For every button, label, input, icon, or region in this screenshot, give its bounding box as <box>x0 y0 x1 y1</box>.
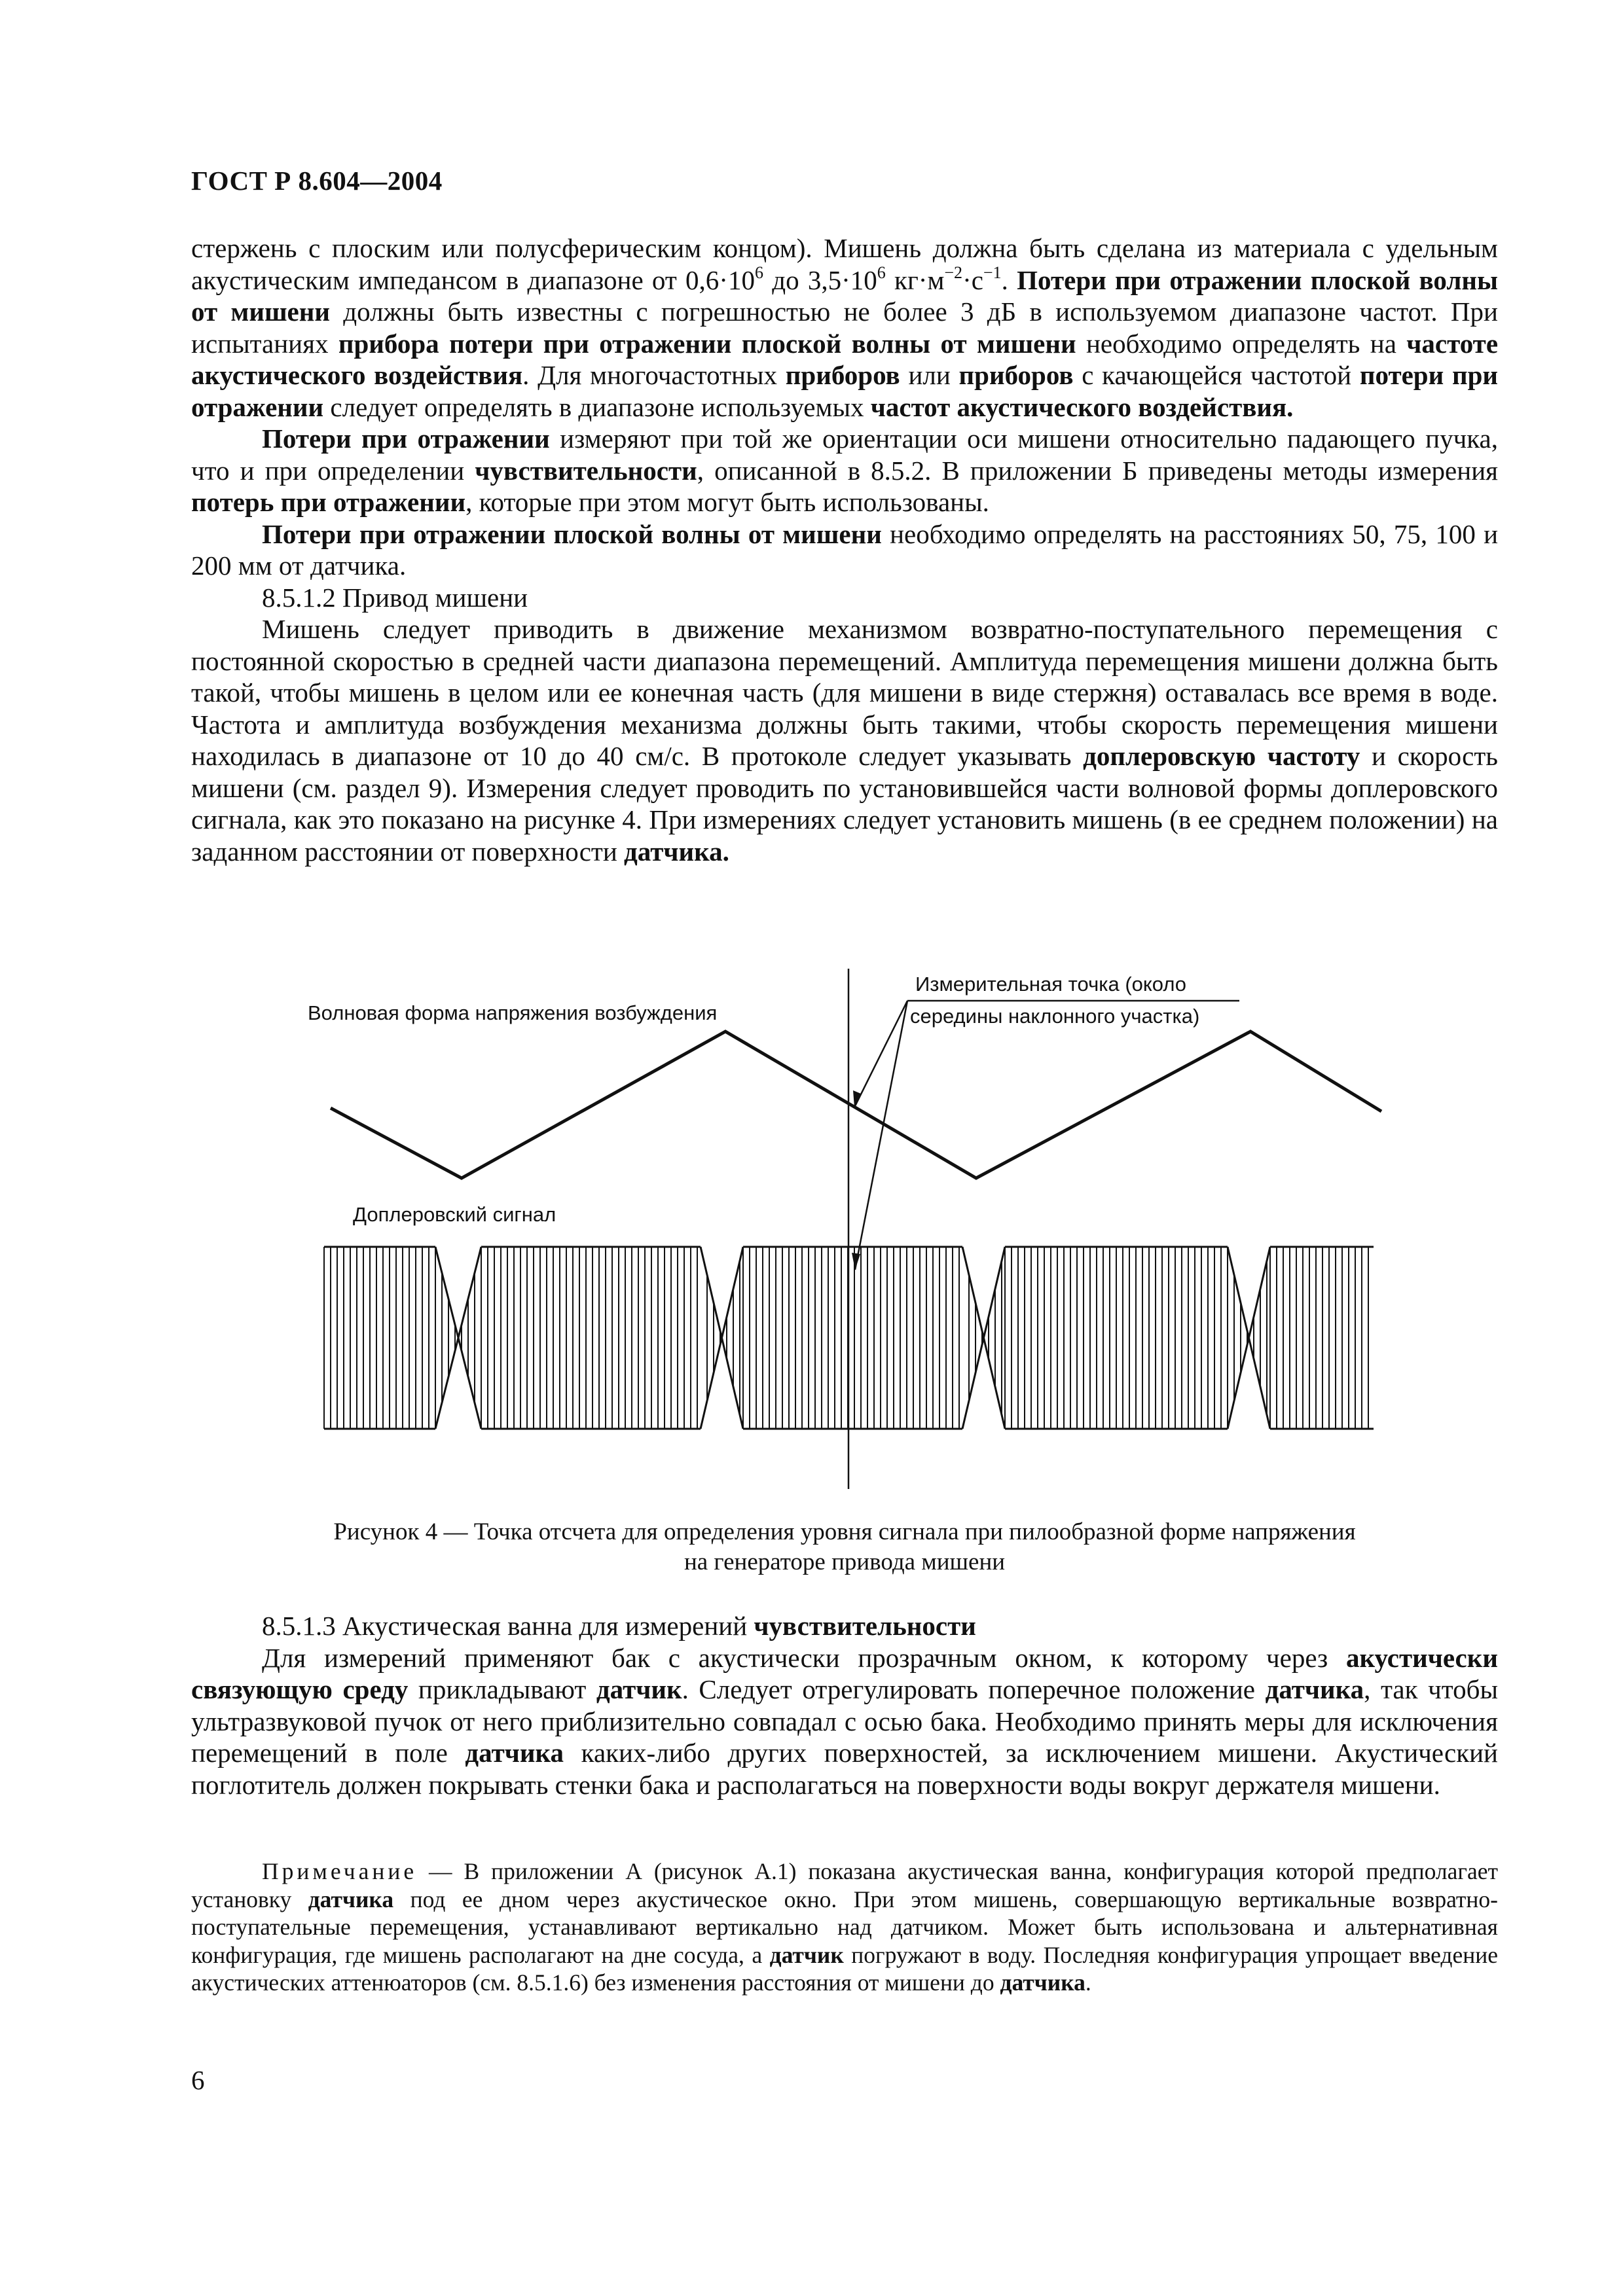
figure-caption <box>191 1517 1498 1577</box>
text-run: до 3,5·10 <box>763 264 877 295</box>
paragraph <box>191 1642 1498 1801</box>
bold-term: частоте акустического воздействия <box>191 328 1499 390</box>
section-8-5-1-3 <box>191 1610 1498 1801</box>
bold-term: приборов <box>785 360 900 390</box>
bold-term: частот акустического воздействия. <box>870 391 1294 422</box>
callout-leader-1 <box>854 1001 907 1107</box>
text-run: кг·м <box>885 264 945 295</box>
paragraph <box>191 423 1498 518</box>
figure-4-drawing <box>0 969 1623 1505</box>
figure-caption-line1: Рисунок 4 — Точка отсчета для определения уровня сигнала при пилообразной форме напряжения <box>333 1518 1356 1545</box>
bold-term: приборов <box>958 360 1074 390</box>
paragraph <box>191 232 1498 423</box>
bold-term: акустически связующую среду <box>191 1642 1498 1704</box>
text-run: Примечание <box>262 1858 418 1884</box>
main-text <box>191 232 1498 867</box>
bold-term: датчика. <box>624 836 729 867</box>
text-run: 6 <box>754 262 763 282</box>
text-run: или <box>900 360 959 390</box>
label-excitation-waveform: Волновая форма напряжения возбуждения <box>308 1001 718 1024</box>
bold-term: Потери при отражении плоской волны от мишени <box>262 518 882 549</box>
text-run: с качающейся частотой <box>1073 360 1360 390</box>
text-run: −2 <box>944 262 963 282</box>
bold-term: доплеровскую частоту <box>1083 741 1360 771</box>
paragraph <box>191 613 1498 867</box>
label-measurement-point-line1: Измерительная точка (около <box>915 973 1187 996</box>
figure-caption-line2: на генераторе привода мишени <box>684 1549 1006 1575</box>
note-paragraph <box>191 1857 1498 1997</box>
callout-arrowhead-1 <box>853 1090 861 1107</box>
text-run: и скорость мишени (см. раздел 9). Измерения следует проводить по установившейся части волновой формы доплеровского сигнала, как это показано на рисунке 4. При измерениях следует установить мишень (в ее среднем положении) на заданном расстоянии от поверхности <box>191 741 1498 867</box>
bold-term: датчика <box>465 1738 564 1768</box>
bold-term: потерь при отражении <box>191 487 466 517</box>
bold-term: чувствительности <box>475 455 697 486</box>
text-run: , которые при этом могут быть использованы. <box>465 487 989 517</box>
text-run: 6 <box>877 262 886 282</box>
paragraph <box>191 518 1498 582</box>
text-run: — В приложении А (рисунок А.1) показана акустическая ванна, конфигурация которой предполагает установку <box>191 1858 1498 1912</box>
label-measurement-point-line2: середины наклонного участка) <box>910 1005 1200 1028</box>
text-run: измеряют при той же ориентации оси мишени относительно падающего пучка, что и при определении <box>191 423 1498 486</box>
text-run: 8.5.1.3 Акустическая ванна для измерений <box>262 1611 754 1641</box>
page-number: 6 <box>191 2065 205 2095</box>
text-run: должны быть известны с погрешностью не более 3 дБ в используемом диапазоне частот. При испытаниях <box>191 296 1498 359</box>
paragraph <box>191 582 1498 614</box>
bold-term: Потери при отражении <box>262 423 550 454</box>
text-run: каких-либо других поверхностей, за исключением мишени. Акустический поглотитель должен покрывать стенки бака и располагаться на поверхности воды вокруг держателя мишени. <box>191 1738 1499 1800</box>
bold-term: датчика <box>1265 1674 1364 1704</box>
text-run: погружают в воду. Последняя конфигурация упрощает введение акустических аттенюаторов (см. 8.5.1.6) без изменения расстояния от мишени до <box>191 1941 1498 1996</box>
text-run: прикладывают <box>408 1674 596 1704</box>
bold-term: прибора потери при отражении плоской волны от мишени <box>338 328 1076 359</box>
bold-term: датчик <box>596 1674 682 1704</box>
bold-term: потери при отражении <box>191 360 1499 422</box>
text-run: , так чтобы ультразвуковой пучок от него приблизительно совпадал с осью бака. Необходимо принять меры для исключения перемещений в поле <box>191 1674 1498 1768</box>
text-run: Мишень следует приводить в движение механизмом возвратно-поступательного перемещения с постоянной скоростью в средней части диапазона перемещений. Амплитуда перемещения мишени должна быть такой, чтобы мишень в целом или ее конечная часть (для мишени в виде стержня) оставалась все время в воде. Частота и амплитуда возбуждения механизма должны быть такими, чтобы скорость перемещения мишени находилась в диапазоне от 10 до 40 см/с. В протоколе следует указывать <box>191 614 1498 771</box>
bold-term: датчика <box>308 1886 394 1912</box>
text-run: необходимо определять на <box>1076 328 1407 359</box>
note-block <box>191 1857 1498 1997</box>
text-run: −1 <box>983 262 1002 282</box>
text-run: . Следует отрегулировать поперечное положение <box>682 1674 1266 1704</box>
text-run: под ее дном через акустическое окно. При этом мишень, совершающую вертикальные возвратно-поступательные перемещения, устанавливают вертикально над датчиком. Может быть использована и альтернативная конфигурация, где мишень располагают на дне сосуда, а <box>191 1886 1499 1968</box>
text-run: Для измерений применяют бак с акустически прозрачным окном, к которому через <box>262 1642 1346 1673</box>
bold-term: датчик <box>769 1941 844 1968</box>
bold-term: чувствительности <box>754 1611 976 1641</box>
text-run: ·с <box>962 264 983 295</box>
text-run: 8.5.1.2 Привод мишени <box>262 582 528 613</box>
figure-4 <box>0 969 1623 1505</box>
callout-leader-2 <box>855 1001 907 1270</box>
paragraph <box>191 1610 1498 1642</box>
bold-term: Потери при отражении плоской волны от мишени <box>191 264 1499 327</box>
text-run: . <box>1001 264 1017 295</box>
label-doppler-signal: Доплеровский сигнал <box>353 1203 556 1226</box>
text-run: необходимо определять на расстояниях 50, 75, 100 и 200 мм от датчика. <box>191 518 1499 581</box>
text-run: следует определять в диапазоне используемых <box>323 391 871 422</box>
document-header: ГОСТ Р 8.604—2004 <box>191 166 443 196</box>
text-run: , описанной в 8.5.2. В приложении Б приведены методы измерения <box>697 455 1498 486</box>
text-run: . <box>1085 1969 1091 1996</box>
bold-term: датчика <box>1000 1969 1085 1996</box>
text-run: стержень с плоским или полусферическим концом). Мишень должна быть сделана из материала с удельным акустическим импедансом в диапазоне от 0,6·10 <box>191 233 1498 295</box>
text-run: . Для многочастотных <box>522 360 786 390</box>
